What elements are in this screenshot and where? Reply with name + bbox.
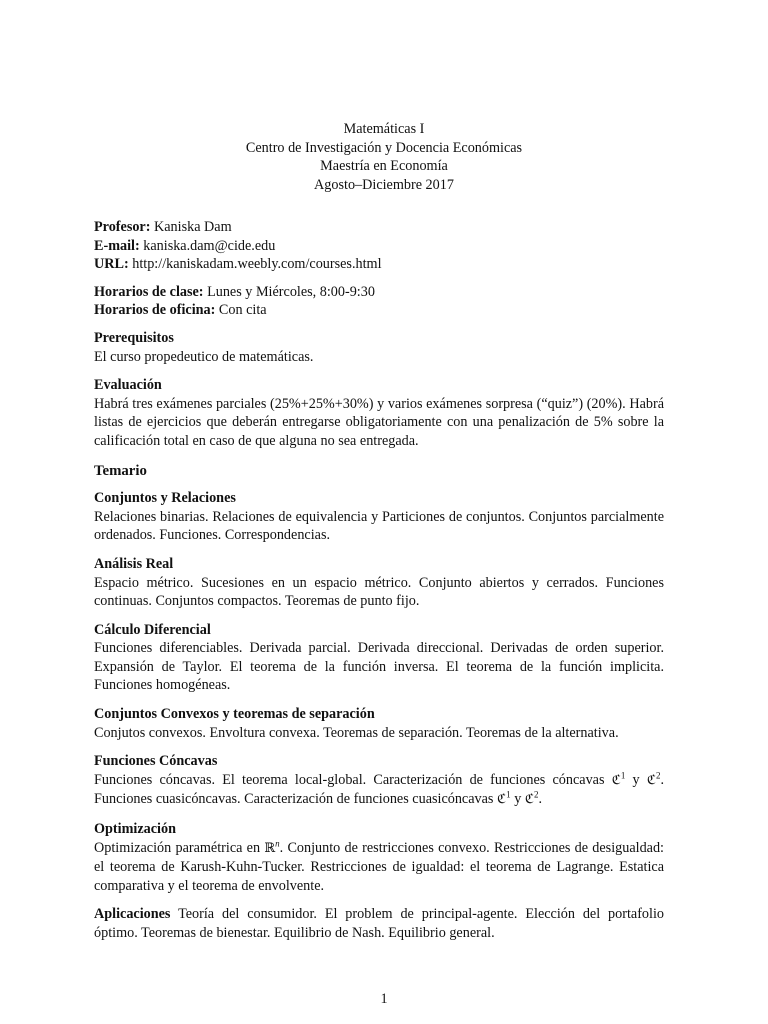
oficina-line — [94, 301, 664, 320]
url-label: URL: — [94, 256, 129, 273]
evaluacion-section — [94, 376, 664, 450]
spacer — [94, 742, 664, 752]
text-run: Teoría del consumidor. El problem de principal-agente. Elección del portafolio óptimo. Teoremas de bienestar. Equilibrio de Nash. Equilibrio general. — [94, 906, 664, 941]
section-concavas — [94, 752, 664, 810]
text-run: . — [538, 791, 543, 808]
section-aplicaciones — [94, 905, 664, 942]
evaluacion-heading: Evaluación — [94, 377, 162, 394]
clase-value: Lunes y Miércoles, 8:00-9:30 — [207, 283, 375, 300]
contact-info — [94, 218, 664, 274]
program-name: Maestría en Economía — [320, 158, 448, 175]
spacer — [94, 895, 664, 905]
temario-heading: Temario — [94, 462, 147, 479]
oficina-value: Con cita — [218, 302, 267, 319]
institution-name: Centro de Investigación y Docencia Económicas — [245, 139, 523, 156]
c-symbol: ℭ — [611, 772, 621, 788]
superscript: n — [275, 837, 280, 848]
url-line — [94, 255, 664, 274]
section-text: Relaciones binarias. Relaciones de equivalencia y Particiones de conjuntos. Conjuntos parcialmente ordenados. Funciones. Correspondencias. — [94, 508, 664, 544]
text-run: Funciones cóncavas. El teorema local-global. Caracterización de funciones cóncavas — [94, 771, 612, 788]
section-heading: Cálculo Diferencial — [94, 621, 211, 638]
section-analisis — [94, 555, 664, 611]
spacer — [94, 274, 664, 283]
spacer — [94, 611, 664, 621]
evaluacion-text: Habrá tres exámenes parciales (25%+25%+30%) y varios exámenes sorpresa (“quiz”) (20%). Habrá listas de ejercicios que deberán entregarse obligatoriamente con una penalización de 5% sobre la calificación total en caso de que alguna no sea entregada. — [94, 395, 664, 449]
schedule-info — [94, 283, 664, 320]
oficina-label: Horarios de oficina: — [94, 302, 216, 319]
section-text: Espacio métrico. Sucesiones en un espacio métrico. Conjunto abiertos y cerrados. Funciones continuas. Conjuntos compactos. Teoremas de punto fijo. — [94, 574, 664, 610]
section-optimizacion — [94, 820, 664, 895]
prerequisitos-section — [94, 329, 664, 366]
prerequisitos-text: El curso propedeutico de matemáticas. — [94, 348, 314, 365]
clase-line — [94, 283, 664, 302]
section-text — [94, 839, 664, 896]
text-run: y — [510, 791, 525, 808]
superscript: 2 — [533, 789, 539, 800]
prerequisitos-heading: Prerequisitos — [94, 329, 174, 346]
section-text: Conjutos convexos. Envoltura convexa. Teoremas de separación. Teoremas de la alternativa. — [94, 724, 619, 741]
superscript: 1 — [620, 770, 626, 781]
c-symbol: ℭ — [646, 772, 656, 788]
syllabus-content — [94, 218, 664, 943]
section-text — [94, 771, 664, 810]
email-value[interactable]: kaniska.dam@cide.edu — [143, 237, 276, 254]
section-text: Funciones diferenciables. Derivada parcial. Derivada direccional. Derivadas de orden superior. Expansión de Taylor. El teorema de la función inversa. El teorema de la función implicita. Funciones homogéneas. — [94, 640, 664, 694]
section-heading: Funciones Cóncavas — [94, 753, 218, 770]
spacer — [94, 320, 664, 329]
email-label: E-mail: — [94, 237, 140, 254]
spacer — [94, 366, 664, 376]
section-calculo — [94, 621, 664, 695]
term-dates: Agosto–Diciembre 2017 — [314, 177, 454, 194]
text-run: y — [625, 771, 647, 788]
page-number: 1 — [380, 991, 388, 1007]
spacer — [94, 545, 664, 555]
section-text — [94, 905, 664, 942]
profesor-value: Kaniska Dam — [154, 219, 232, 235]
text-run: Optimización paramétrica en — [94, 839, 265, 856]
clase-label: Horarios de clase: — [94, 283, 204, 300]
profesor-label: Profesor: — [94, 219, 151, 235]
email-line — [94, 237, 664, 256]
c-symbol: ℭ — [497, 792, 507, 808]
section-heading: Conjuntos Convexos y teoremas de separación — [94, 706, 375, 723]
document-title-block — [0, 120, 768, 195]
c-symbol: ℭ — [524, 792, 534, 808]
superscript: 2 — [655, 770, 661, 781]
section-convexos — [94, 705, 664, 742]
section-heading: Optimización — [94, 821, 176, 838]
spacer — [94, 810, 664, 820]
section-heading: Análisis Real — [94, 555, 174, 572]
profesor-line — [94, 218, 664, 237]
section-heading: Aplicaciones — [94, 906, 171, 923]
text-run: . Conjunto de restricciones convexo. Restricciones de desigualdad: el teorema de Karush-Kuhn-Tucker. Restricciones de igualdad: el teorema de Lagrange. Estatica comparativa y el teorema de envolvente. — [94, 839, 664, 894]
text-run: . Funciones cuasicóncavas. Caracterización de funciones cuasicóncavas — [94, 771, 664, 808]
course-title: Matemáticas I — [343, 121, 425, 137]
section-conjuntos — [94, 489, 664, 545]
spacer — [94, 695, 664, 705]
r-symbol: ℝ — [264, 840, 276, 856]
section-heading: Conjuntos y Relaciones — [94, 490, 236, 507]
superscript: 1 — [506, 789, 511, 800]
url-value[interactable]: http://kaniskadam.weebly.com/courses.html — [132, 256, 382, 273]
